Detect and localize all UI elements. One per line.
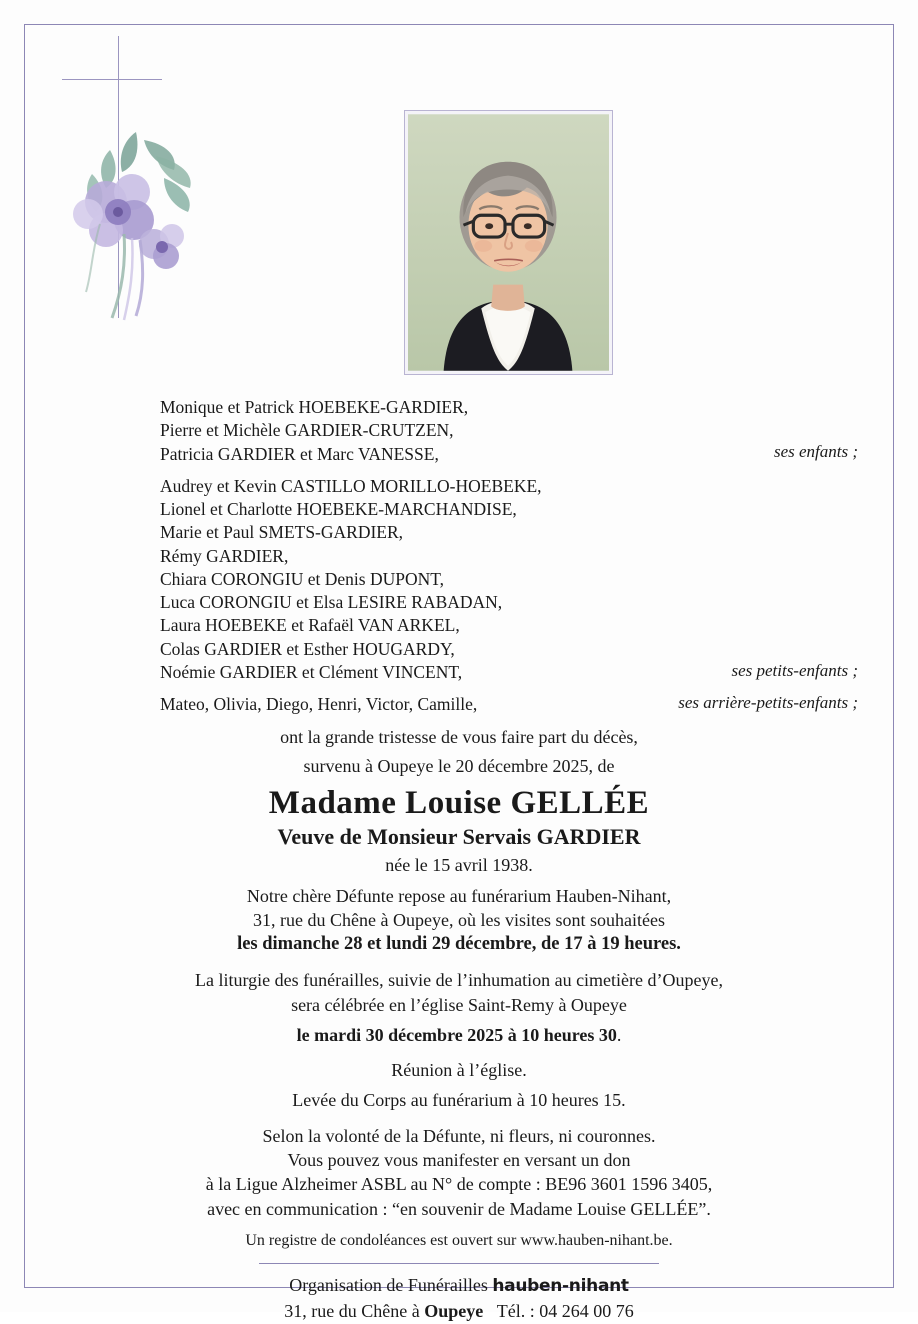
portrait-photo <box>408 114 609 371</box>
family-member-line: Laura HOEBEKE et Rafaël VAN ARKEL, <box>160 615 460 636</box>
footer-city: Oupeye <box>424 1300 484 1321</box>
ceremony-datetime-bold: le mardi 30 décembre 2025 à 10 heures 30 <box>296 1024 617 1045</box>
announcement-body <box>60 725 858 1323</box>
footer-organisation-prefix: Organisation de Funérailles <box>289 1274 488 1295</box>
footer-address <box>60 1299 858 1324</box>
announcement-intro-line1: ont la grande tristesse de vous faire part du décès, <box>280 727 638 748</box>
levee-note: Levée du Corps au funérarium à 10 heures 15. <box>292 1090 626 1111</box>
flowers-note: Selon la volonté de la Défunte, ni fleurs, ni couronnes. <box>262 1125 656 1146</box>
footer-address-prefix: 31, rue du Chêne à <box>284 1300 420 1321</box>
liturgy-line2: sera célébrée en l’église Saint-Remy à Oupeye <box>291 994 627 1015</box>
announcement-intro-line2: survenu à Oupeye le 20 décembre 2025, de <box>303 755 615 776</box>
donation-line1: Vous pouvez vous manifester en versant un don <box>287 1150 631 1171</box>
repose-line2: 31, rue du Chêne à Oupeye, où les visites sont souhaitées <box>253 909 665 930</box>
family-member-line: Luca CORONGIU et Elsa LESIRE RABADAN, <box>160 592 503 613</box>
reunion-note: Réunion à l’église. <box>391 1060 527 1081</box>
family-member-line: Patricia GARDIER et Marc VANESSE, <box>160 443 439 464</box>
funeral-home-brand: hauben-nihant <box>492 1275 629 1296</box>
announcement-content <box>60 396 858 1324</box>
family-member-line: Monique et Patrick HOEBEKE-GARDIER, <box>160 397 469 417</box>
ceremony-datetime <box>60 1023 858 1047</box>
deceased-subtitle: Veuve de Monsieur Servais GARDIER <box>277 824 641 850</box>
family-member-line: Noémie GARDIER et Clément VINCENT, <box>160 661 463 682</box>
family-member-line: Rémy GARDIER, <box>160 545 289 566</box>
family-list <box>60 396 858 716</box>
relation-label-great-grandchildren: ses arrière-petits-enfants ; <box>678 692 858 712</box>
family-member-line: Chiara CORONGIU et Denis DUPONT, <box>160 568 445 589</box>
family-member-line: Mateo, Olivia, Diego, Henri, Victor, Camille, <box>160 694 478 715</box>
donation-line3: avec en communication : “en souvenir de Madame Louise GELLÉE”. <box>207 1198 711 1219</box>
footer-phone: Tél. : 04 264 00 76 <box>496 1300 634 1321</box>
family-member-line: Pierre et Michèle GARDIER-CRUTZEN, <box>160 420 454 441</box>
cross-horizontal-line <box>62 79 162 80</box>
family-member-line: Audrey et Kevin CASTILLO MORILLO-HOEBEKE, <box>160 475 542 496</box>
portrait-frame <box>404 110 613 375</box>
family-member-line: Marie et Paul SMETS-GARDIER, <box>160 522 404 543</box>
donation-line2: à la Ligue Alzheimer ASBL au N° de compte : BE96 3601 1596 3405, <box>205 1174 713 1195</box>
footer-divider <box>259 1263 659 1264</box>
repose-line1: Notre chère Défunte repose au funérarium Hauben-Nihant, <box>246 885 672 906</box>
family-group-children <box>60 396 858 466</box>
family-member-line: Lionel et Charlotte HOEBEKE-MARCHANDISE, <box>160 499 517 520</box>
visiting-hours: les dimanche 28 et lundi 29 décembre, de 17 à 19 heures. <box>237 934 681 955</box>
relation-label-children: ses enfants ; <box>773 442 858 462</box>
condolences-register: Un registre de condoléances est ouvert sur www.hauben-nihant.be. <box>245 1231 673 1249</box>
liturgy-line1: La liturgie des funérailles, suivie de l’inhumation au cimetière d’Oupeye, <box>195 970 723 991</box>
family-member-line: Colas GARDIER et Esther HOUGARDY, <box>160 638 455 659</box>
family-group-great-grandchildren <box>60 693 858 716</box>
family-group-grandchildren <box>60 475 858 684</box>
footer-organisation <box>60 1273 858 1299</box>
birth-date: née le 15 avril 1938. <box>385 855 533 876</box>
floral-decoration-icon <box>48 104 208 334</box>
ceremony-datetime-period: . <box>616 1024 622 1045</box>
relation-label-grandchildren: ses petits-enfants ; <box>731 660 858 680</box>
deceased-name: Madame Louise GELLÉE <box>268 785 650 822</box>
